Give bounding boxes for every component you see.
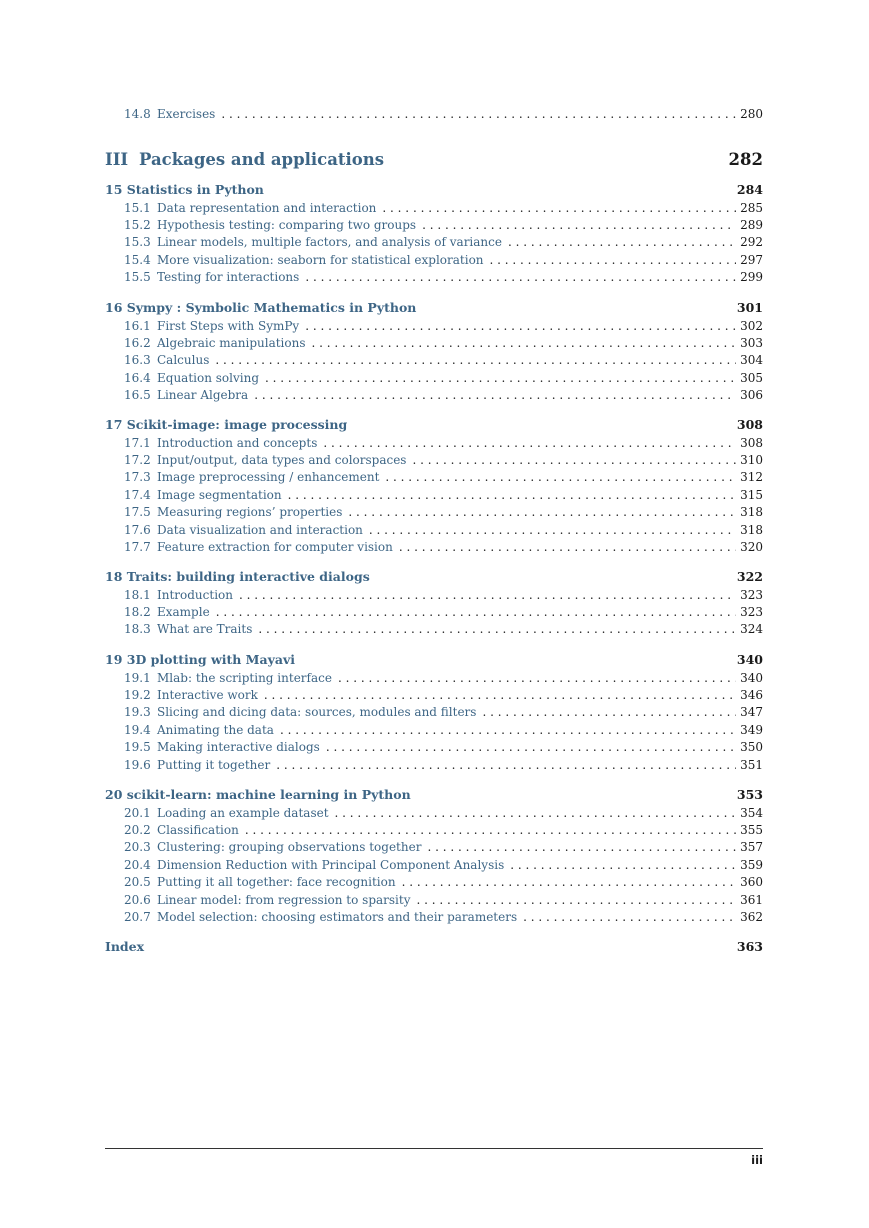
page-number: 340 <box>736 652 763 667</box>
part-heading[interactable] <box>105 148 763 172</box>
dot-leader <box>326 739 736 756</box>
index-title[interactable]: Index <box>105 939 145 954</box>
section-title[interactable]: Introduction and concepts <box>157 435 318 450</box>
section-title[interactable]: What are Traits <box>157 622 253 637</box>
page-number: 289 <box>740 217 763 232</box>
section-title[interactable]: Image segmentation <box>157 487 282 502</box>
toc-entry[interactable] <box>105 757 763 774</box>
dot-leader <box>221 106 736 123</box>
section-number: 18.2 <box>124 604 151 619</box>
toc-entry[interactable] <box>105 621 763 638</box>
page-number: 304 <box>740 353 763 368</box>
dot-leader <box>305 269 736 286</box>
dot-leader <box>427 839 736 856</box>
section-number: 16.2 <box>124 335 151 350</box>
toc-entry[interactable] <box>105 805 763 822</box>
chapter-title[interactable]: 17 Scikit-image: image processing <box>105 417 348 432</box>
section-title[interactable]: Putting it together <box>157 757 271 772</box>
chapter-heading[interactable] <box>105 416 763 434</box>
page-number: 359 <box>740 857 763 872</box>
dot-leader <box>412 452 736 469</box>
page-number: 361 <box>740 892 763 907</box>
toc-entry[interactable] <box>105 739 763 756</box>
section-number: 20.6 <box>124 892 151 907</box>
section-title[interactable]: Introduction <box>157 587 233 602</box>
toc-entry[interactable] <box>105 318 763 335</box>
section-title[interactable]: Equation solving <box>157 370 259 385</box>
section-number: 15.4 <box>124 252 151 267</box>
section-number: 20.3 <box>124 840 151 855</box>
section-title[interactable]: Making interactive dialogs <box>157 740 320 755</box>
toc-entry[interactable] <box>105 252 763 269</box>
toc-entry[interactable] <box>105 722 763 739</box>
toc-entry[interactable] <box>105 469 763 486</box>
dot-leader <box>338 670 736 687</box>
chapter-heading[interactable] <box>105 568 763 586</box>
toc-entry[interactable] <box>105 539 763 556</box>
section-title[interactable]: Mlab: the scripting interface <box>157 670 332 685</box>
section-number: 19.3 <box>124 705 151 720</box>
dot-leader <box>245 822 736 839</box>
section-number: 17.6 <box>124 522 151 537</box>
page-number: 315 <box>740 487 763 502</box>
part-title[interactable]: Packages and applications <box>139 150 385 169</box>
toc-entry[interactable] <box>105 892 763 909</box>
section-title[interactable]: Hypothesis testing: comparing two groups <box>157 217 417 232</box>
dot-leader <box>239 587 736 604</box>
toc-entry[interactable] <box>105 604 763 621</box>
page-number: 351 <box>740 757 763 772</box>
toc-entry[interactable] <box>105 839 763 856</box>
page-number: 318 <box>740 505 763 520</box>
page-number: 301 <box>736 300 763 315</box>
page-number: 357 <box>740 840 763 855</box>
section-number: 19.6 <box>124 757 151 772</box>
section-title[interactable]: Slicing and dicing data: sources, modules and filters <box>157 705 477 720</box>
page-number: 353 <box>736 787 763 802</box>
section-title[interactable]: Linear Algebra <box>157 388 249 403</box>
page-number: 280 <box>740 107 763 121</box>
section-number: 19.1 <box>124 670 151 685</box>
section-number: 19.2 <box>124 687 151 702</box>
chapter-heading[interactable] <box>105 181 763 199</box>
page-number: 297 <box>740 252 763 267</box>
dot-leader <box>422 217 736 234</box>
toc-entry[interactable] <box>105 435 763 452</box>
section-number: 15.5 <box>124 270 151 285</box>
chapter-heading[interactable] <box>105 786 763 804</box>
dot-leader <box>369 522 736 539</box>
page-number: 285 <box>740 200 763 215</box>
section-title[interactable]: Model selection: choosing estimators and their parameters <box>157 909 518 924</box>
page-number: 346 <box>740 687 763 702</box>
page-number: 305 <box>740 370 763 385</box>
dot-leader <box>323 435 736 452</box>
toc-entry[interactable] <box>105 704 763 721</box>
toc-entry[interactable] <box>105 670 763 687</box>
index-entry[interactable] <box>105 938 763 956</box>
page-number: 292 <box>740 235 763 250</box>
section-title[interactable]: Feature extraction for computer vision <box>157 539 393 554</box>
dot-leader <box>402 874 737 891</box>
section-title[interactable]: Interactive work <box>157 687 258 702</box>
section-number: 20.4 <box>124 857 151 872</box>
dot-leader <box>510 857 736 874</box>
page-number: 318 <box>740 522 763 537</box>
toc-entry[interactable] <box>105 335 763 352</box>
page-number: 312 <box>740 470 763 485</box>
toc-entry[interactable] <box>105 822 763 839</box>
page-number: 354 <box>740 805 763 820</box>
section-number: 18.1 <box>124 587 151 602</box>
toc-entry[interactable] <box>105 587 763 604</box>
section-number: 20.1 <box>124 805 151 820</box>
page-number: 302 <box>740 318 763 333</box>
page-number: 282 <box>728 150 763 169</box>
section-number: 16.4 <box>124 370 151 385</box>
section-title[interactable]: Loading an example dataset <box>157 805 329 820</box>
dot-leader <box>335 805 737 822</box>
section-number: 14.8 <box>124 107 151 121</box>
section-number: 20.5 <box>124 875 151 890</box>
toc-entry[interactable] <box>105 874 763 891</box>
chapter-heading[interactable] <box>105 299 763 317</box>
page-number: 340 <box>740 670 763 685</box>
toc-entry[interactable] <box>105 522 763 539</box>
page-number: 306 <box>740 388 763 403</box>
toc-entry[interactable] <box>105 504 763 521</box>
dot-leader <box>264 687 736 704</box>
section-number: 20.2 <box>124 822 151 837</box>
section-title[interactable]: First Steps with SymPy <box>157 318 300 333</box>
dot-leader <box>490 252 737 269</box>
section-number: 17.5 <box>124 505 151 520</box>
page-number: 350 <box>740 740 763 755</box>
section-title[interactable]: Linear model: from regression to sparsity <box>157 892 411 907</box>
toc-entry[interactable] <box>105 352 763 369</box>
section-title[interactable]: Animating the data <box>157 722 274 737</box>
page-number: 323 <box>740 604 763 619</box>
page-number: 363 <box>736 939 763 954</box>
page-number: 360 <box>740 875 763 890</box>
page-number: 347 <box>740 705 763 720</box>
dot-leader <box>254 387 736 404</box>
section-number: 20.7 <box>124 909 151 924</box>
dot-leader <box>276 757 736 774</box>
toc-entry[interactable] <box>105 217 763 234</box>
section-title[interactable]: Calculus <box>157 353 210 368</box>
page-number: 310 <box>740 452 763 467</box>
dot-leader <box>417 892 737 909</box>
section-title[interactable]: Testing for interactions <box>157 270 300 285</box>
dot-leader <box>288 487 736 504</box>
section-number: 15.3 <box>124 235 151 250</box>
page-number: 308 <box>736 417 763 432</box>
page-number: 308 <box>740 435 763 450</box>
section-title[interactable]: Linear models, multiple factors, and analysis of variance <box>157 235 502 250</box>
section-title[interactable]: More visualization: seaborn for statistical exploration <box>157 252 484 267</box>
toc-entry[interactable] <box>105 687 763 704</box>
section-title[interactable]: Measuring regions’ properties <box>157 505 343 520</box>
page-number: 303 <box>740 335 763 350</box>
section-title[interactable]: Input/output, data types and colorspaces <box>157 452 407 467</box>
page-number: 355 <box>740 822 763 837</box>
chapter-title[interactable]: 19 3D plotting with Mayavi <box>105 652 295 667</box>
section-number: 19.4 <box>124 722 151 737</box>
dot-leader <box>280 722 736 739</box>
chapter-title[interactable]: 18 Traits: building interactive dialogs <box>105 569 370 584</box>
section-title[interactable]: Image preprocessing / enhancement <box>157 470 380 485</box>
toc-entry[interactable] <box>105 269 763 286</box>
section-number: 19.5 <box>124 740 151 755</box>
dot-leader <box>399 539 736 556</box>
page-number: 324 <box>740 622 763 637</box>
dot-leader <box>258 621 736 638</box>
dot-leader <box>385 469 736 486</box>
toc-entry[interactable] <box>105 487 763 504</box>
dot-leader <box>305 318 736 335</box>
footer-page-number: iii <box>751 1153 763 1167</box>
section-title[interactable]: Example <box>157 604 210 619</box>
page-number: 299 <box>740 270 763 285</box>
toc-entry[interactable] <box>105 857 763 874</box>
section-title[interactable]: Classification <box>157 822 239 837</box>
toc-entry[interactable] <box>105 370 763 387</box>
section-number: 16.5 <box>124 388 151 403</box>
dot-leader <box>523 909 736 926</box>
section-number: 17.2 <box>124 452 151 467</box>
dot-leader <box>265 370 736 387</box>
section-title[interactable]: Algebraic manipulations <box>157 335 306 350</box>
page-number: 323 <box>740 587 763 602</box>
chapter-title[interactable]: 20 scikit-learn: machine learning in Python <box>105 787 411 802</box>
section-title[interactable]: Clustering: grouping observations together <box>157 840 422 855</box>
page-number: 322 <box>736 569 763 584</box>
dot-leader <box>482 704 736 721</box>
section-title[interactable]: Dimension Reduction with Principal Component Analysis <box>157 857 505 872</box>
section-number: 17.1 <box>124 435 151 450</box>
page-number: 362 <box>740 909 763 924</box>
chapter-title[interactable]: 16 Sympy : Symbolic Mathematics in Python <box>105 300 417 315</box>
page-number: 349 <box>740 722 763 737</box>
dot-leader <box>215 352 736 369</box>
dot-leader <box>508 234 736 251</box>
chapter-heading[interactable] <box>105 651 763 669</box>
toc-entry[interactable] <box>105 200 763 217</box>
toc-entry[interactable] <box>105 909 763 926</box>
section-number: 16.3 <box>124 353 151 368</box>
part-number: III <box>105 150 129 169</box>
section-title[interactable]: Data visualization and interaction <box>157 522 363 537</box>
section-number: 16.1 <box>124 318 151 333</box>
section-number: 15.1 <box>124 200 151 215</box>
dot-leader <box>312 335 737 352</box>
dot-leader <box>216 604 736 621</box>
section-number: 17.4 <box>124 487 151 502</box>
chapter-title[interactable]: 15 Statistics in Python <box>105 182 264 197</box>
section-number: 18.3 <box>124 622 151 637</box>
dot-leader <box>382 200 736 217</box>
section-title[interactable]: Data representation and interaction <box>157 200 377 215</box>
toc-entry[interactable] <box>105 234 763 251</box>
page-number: 320 <box>740 539 763 554</box>
toc-entry[interactable] <box>105 387 763 404</box>
section-number: 17.3 <box>124 470 151 485</box>
footer-rule <box>105 1148 763 1149</box>
toc-entry[interactable] <box>105 106 763 123</box>
dot-leader <box>348 504 736 521</box>
section-title[interactable]: Exercises <box>157 107 216 121</box>
section-number: 15.2 <box>124 217 151 232</box>
section-title[interactable]: Putting it all together: face recognition <box>157 875 396 890</box>
section-number: 17.7 <box>124 539 151 554</box>
page-number: 284 <box>736 182 763 197</box>
toc-entry[interactable] <box>105 452 763 469</box>
